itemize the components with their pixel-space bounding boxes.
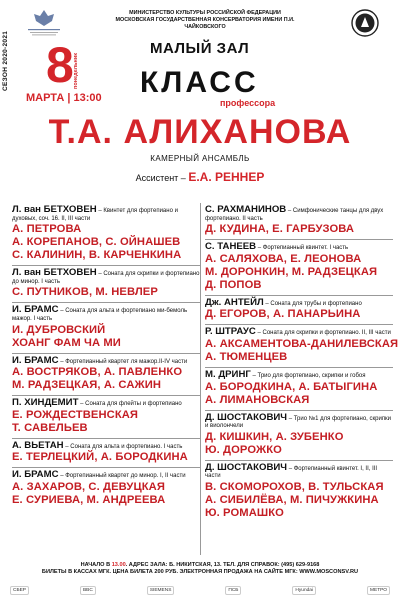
footer-tickets-line: БИЛЕТЫ В КАССАХ МГК. ЦЕНА БИЛЕТА 200 РУБ. ЭЛЕКТРОННАЯ ПРОДАЖА НА САЙТЕ МГК: WWW.MOSCONSV.RU (41, 569, 359, 575)
program-item (205, 461, 393, 523)
sponsor-logo: СБЕР (10, 586, 29, 595)
program-work (205, 368, 393, 381)
program-work (12, 269, 200, 286)
composer-name: М. ДРИНГ (205, 368, 251, 380)
footer-start-time: 13.00 (111, 562, 126, 568)
work-title: – Фортепианный квартет ля мажор.II-IV части (58, 358, 188, 365)
performers-line: С. КАЛИНИН, В. КАРЧЕНКИНА (12, 249, 182, 262)
work-title: – Симфонические танцы для двух фортепиано. II часть (205, 208, 384, 222)
program-item (12, 266, 200, 303)
assistant-name: Е.А. РЕННЕР (188, 170, 265, 184)
program-work (205, 206, 393, 223)
program-work (12, 471, 200, 481)
performers-line: А. САЛЯХОВА, Е. ЛЕОНОВА (205, 252, 362, 265)
program-work (12, 306, 200, 323)
season-label: СЕЗОН 2020-2021 (2, 30, 9, 92)
work-title: – Трио для фортепиано, скрипки и гобоя (250, 372, 366, 379)
conservatory-seal-icon (350, 8, 380, 43)
professor-label: профессора (220, 98, 276, 108)
program-column-right (205, 203, 399, 523)
performers-line: М. РАДЗЕЦКАЯ, А. САЖИН (12, 379, 162, 392)
composer-name: Д. ШОСТАКОВИЧ (205, 411, 288, 423)
sponsor-logo: Hyundai (292, 586, 316, 595)
ministry-line: МИНИСТЕРСТВО КУЛЬТУРЫ РОССИЙСКОЙ ФЕДЕРАЦИИ (129, 10, 281, 16)
footer-info (0, 562, 400, 576)
work-title: – Соната для флейты и фортепиано (78, 401, 182, 408)
program-item (205, 240, 393, 296)
conservatory-line: МОСКОВСКАЯ ГОСУДАРСТВЕННАЯ КОНСЕРВАТОРИЯ ИМЕНИ П.И. ЧАЙКОВСКОГО (115, 17, 295, 30)
program-work (12, 439, 200, 452)
work-title: – Соната для альта и фортепиано ми-бемоль мажор. I часть (12, 308, 188, 322)
composer-name: И. БРАМС (12, 354, 59, 366)
work-title: – Трио №1 для фортепиано, скрипки и виолончели (205, 415, 392, 430)
work-title: – Квинтет для фортепиано и духовых, соч. 16. II, III части (12, 208, 178, 222)
composer-name: П. ХИНДЕМИТ (12, 397, 79, 409)
composer-name: С. РАХМАНИНОВ (205, 204, 287, 215)
work-title: – Фортепианный квинтет. I, II, III части (205, 465, 378, 480)
work-title: – Фортепианный квартет до минор. I, II части (58, 473, 186, 480)
footer-start-label: НАЧАЛО В (80, 562, 112, 568)
program-column-left (12, 203, 200, 510)
performers-line: А. БОРОДКИНА, А. БАТЫГИНА (205, 380, 378, 393)
performers-line: А. АКСАМЕНТОВА-ДАНИЛЕВСКАЯ (205, 337, 399, 350)
program-item (12, 303, 200, 353)
program-work (12, 206, 200, 223)
program-work (205, 243, 393, 253)
sponsor-logo: МЕТРО (367, 586, 390, 595)
composer-name: Л. ван БЕТХОВЕН (12, 267, 97, 279)
performers-line: А. ЛИМАНОВСКАЯ (205, 393, 310, 406)
program-item (205, 296, 393, 326)
performers-line: А. ПЕТРОВА (12, 223, 82, 236)
performers-line: Ю. РОМАШКО (205, 506, 284, 519)
assistant-prefix: Ассистент – (135, 173, 189, 183)
column-divider (200, 203, 201, 555)
composer-name: Дж. АНТЕЙЛ (205, 296, 264, 308)
program-work (205, 411, 393, 431)
program-item (205, 325, 399, 368)
program-item (205, 411, 393, 461)
concert-date-time: МАРТА | 13:00 (26, 92, 102, 104)
program-item (205, 203, 393, 240)
program-work (205, 461, 393, 481)
performers-line: Ю. ДОРОЖКО (205, 443, 282, 456)
professor-name: Т.А. АЛИХАНОВА (48, 113, 352, 151)
composer-name: Л. ван БЕТХОВЕН (12, 204, 97, 215)
work-title: – Фортепианный квинтет. I часть (256, 245, 349, 252)
composer-name: И. БРАМС (12, 304, 59, 316)
program-work (205, 296, 393, 309)
work-title: – Соната для альта и фортепиано. I часть (63, 443, 183, 450)
footer-address: . АДРЕС ЗАЛА: Б. НИКИТСКАЯ, 13. ТЕЛ. ДЛЯ СПРАВОК: (495) 629-9168 (125, 562, 320, 568)
performers-line: Т. САВЕЛЬЕВ (12, 421, 88, 434)
performers-line: Е. РОЖДЕСТВЕНСКАЯ (12, 408, 139, 421)
performers-line: А. ТЮМЕНЦЕВ (205, 350, 288, 363)
footer-address-line (0, 562, 400, 569)
composer-name: Д. ШОСТАКОВИЧ (205, 461, 288, 473)
assistant-line (0, 170, 400, 184)
performers-line: Е. ТЕРЛЕЦКИЙ, А. БОРОДКИНА (12, 451, 188, 464)
performers-line: Д. КУДИНА, Е. ГАРБУЗОВА (205, 223, 355, 236)
work-title: – Соната для скрипки и фортепиано. II, III части (255, 330, 391, 337)
sponsor-logo: SIEMENS (147, 586, 175, 595)
performers-line: А. ЗАХАРОВ, С. ДЕВУЦКАЯ (12, 480, 165, 493)
program-item (12, 203, 200, 266)
performers-line: ХОАНГ ФАМ ЧА МИ (12, 336, 121, 349)
performers-line: М. ДОРОНКИН, М. РАДЗЕЦКАЯ (205, 265, 378, 278)
performers-line: С. ПУТНИКОВ, М. НЕВЛЕР (12, 286, 158, 299)
program-work (12, 354, 200, 367)
program-item (12, 439, 200, 469)
performers-line: И. ДУБРОВСКИЙ (12, 323, 106, 336)
program-item (12, 354, 200, 397)
composer-name: А. ВЬЕТАН (12, 439, 64, 451)
program-item (205, 368, 393, 411)
ministry-header (110, 10, 300, 31)
performers-line: А. СИБИЛЁВА, М. ПИЧУЖКИНА (205, 493, 379, 506)
work-title: – Соната для скрипки и фортепиано до минор. I часть (12, 271, 200, 285)
program-work (12, 399, 200, 409)
program-item (12, 468, 200, 510)
performers-line: А. ВОСТРЯКОВ, А. ПАВЛЕНКО (12, 366, 183, 379)
composer-name: С. ТАНЕЕВ (205, 241, 257, 253)
performers-line: В. СКОМОРОХОВ, В. ТУЛЬСКАЯ (205, 480, 384, 493)
concert-day: 8 (46, 37, 74, 93)
work-title: – Соната для трубы и фортепиано (263, 300, 362, 307)
performers-line: А. КОРЕПАНОВ, С. ОЙНАШЕВ (12, 236, 181, 249)
sponsor-logos (10, 584, 390, 596)
composer-name: Р. ШТРАУС (205, 326, 256, 338)
program-item (12, 396, 200, 439)
performers-line: Е. СУРИЕВА, М. АНДРЕЕВА (12, 493, 166, 506)
ensemble-label: КАМЕРНЫЙ АНСАМБЛЬ (150, 154, 250, 163)
program-work (205, 328, 393, 338)
sponsor-logo: BBC (80, 586, 96, 595)
performers-line: Д. ПОПОВ (205, 278, 262, 291)
hall-name: МАЛЫЙ ЗАЛ (150, 40, 250, 57)
composer-name: И. БРАМС (12, 469, 59, 481)
performers-line: Д. ЕГОРОВ, А. ПАНАРЬИНА (205, 308, 361, 321)
class-title: КЛАСС (140, 66, 259, 99)
performers-line: Д. КИШКИН, А. ЗУБЕНКО (205, 430, 344, 443)
sponsor-logo: ПСБ (225, 586, 241, 595)
concert-weekday: понедельник (73, 53, 79, 89)
